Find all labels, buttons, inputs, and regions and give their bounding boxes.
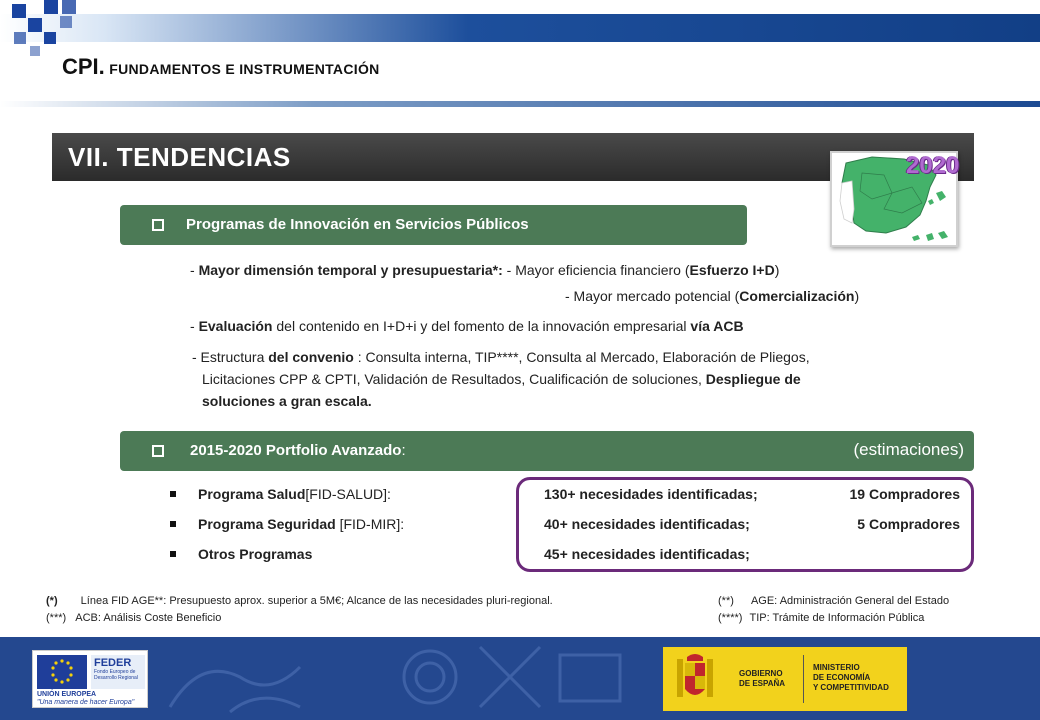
footnote-2 <box>46 612 221 624</box>
min-line1: MINISTERIO <box>813 663 860 672</box>
footnote-1-text: Línea FID AGE**: Presupuesto aprox. superior a 5M€; Alcance de las necesidades pluri-regional. <box>80 595 553 607</box>
gobierno-espana-logo <box>663 647 907 711</box>
footnote-4-mark: (****) <box>718 612 743 624</box>
p2-via-acb: vía ACB <box>690 318 744 334</box>
p1-line1 <box>190 262 779 278</box>
footnote-1 <box>46 595 553 607</box>
p1-esfuerzo: Esfuerzo I+D <box>689 262 775 278</box>
eu-label: UNIÓN EUROPEA <box>37 691 97 698</box>
header-title-main: CPI. <box>62 54 105 79</box>
checkbox-bullet-icon <box>152 219 164 231</box>
p1-bold: Mayor dimensión temporal y presupuestaria*: <box>198 262 503 278</box>
p3-despliegue: Despliegue de <box>705 371 801 387</box>
eu-motto: "Una manera de hacer Europa" <box>37 699 135 706</box>
p1-close: ) <box>774 262 780 278</box>
section-title: VII. TENDENCIAS <box>68 142 291 172</box>
bar2-label <box>190 442 406 459</box>
p1-line2-text: - Mayor mercado potencial ( <box>565 288 740 304</box>
feder-sub1: Fondo Europeo de <box>94 669 136 675</box>
logo-squares-icon <box>0 0 80 60</box>
coat-of-arms-icon <box>673 653 717 705</box>
p2-mid: del contenido en I+D+i y del fomento de la innovación empresarial <box>272 318 691 334</box>
p3-convenio: del convenio <box>268 349 354 365</box>
program-name <box>198 516 404 532</box>
footnote-4-text: TIP: Trámite de Información Pública <box>749 612 925 624</box>
gov-line2: DE ESPAÑA <box>739 679 786 688</box>
p3-line3 <box>202 393 372 409</box>
p3-line1 <box>192 349 810 365</box>
map-year-label: 2020 <box>906 152 960 179</box>
program-buyers: 19 Compradores <box>849 486 960 502</box>
header-blue-band <box>0 14 1040 42</box>
p3-l3: soluciones a gran escala. <box>202 393 372 409</box>
program-name <box>198 486 391 502</box>
gov-line1: GOBIERNO <box>739 669 783 678</box>
header-title-sub: FUNDAMENTOS E INSTRUMENTACIÓN <box>109 61 380 77</box>
p2-line <box>190 318 744 334</box>
feder-sub2: Desarrollo Regional <box>94 675 138 681</box>
bar2-label-rest: : <box>401 442 406 459</box>
program-row <box>170 516 970 536</box>
p2-evaluacion: Evaluación <box>198 318 273 334</box>
footnote-3-text: AGE: Administración General del Estado <box>750 595 950 607</box>
footnote-2-text: ACB: Análisis Coste Beneficio <box>75 612 222 624</box>
min-line2: DE ECONOMÍA <box>813 673 871 682</box>
checkbox-bullet-icon <box>152 445 164 457</box>
p3-line2 <box>202 371 801 387</box>
footnote-4 <box>718 612 924 624</box>
program-needs: 45+ necesidades identificadas; <box>544 546 750 562</box>
footnote-2-mark: (***) <box>46 612 67 624</box>
program-name-rest: [FID-MIR]: <box>335 516 405 532</box>
eu-flag-icon <box>37 655 87 689</box>
footnote-1-mark: (*) <box>46 595 58 607</box>
bar1-label: Programas de Innovación en Servicios Públicos <box>186 216 529 233</box>
portfolio-avanzado-bar <box>120 431 974 471</box>
program-name <box>198 546 312 562</box>
p1-dash: - <box>190 262 199 278</box>
p1-line2-close: ) <box>854 288 860 304</box>
header-separator <box>0 101 1040 107</box>
footnote-3 <box>718 595 949 607</box>
program-row <box>170 486 970 506</box>
bar2-label-bold: 2015-2020 Portfolio Avanzado <box>190 442 402 459</box>
p1-comercializacion: Comercialización <box>739 288 855 304</box>
p3-l2a: Licitaciones CPP & CPTI, Validación de Resultados, Cualificación de soluciones, <box>202 371 706 387</box>
square-bullet-icon <box>170 491 176 497</box>
program-buyers: 5 Compradores <box>857 516 960 532</box>
square-bullet-icon <box>170 551 176 557</box>
feder-box <box>91 655 145 689</box>
header-title <box>62 54 380 80</box>
program-name-bold: Programa Seguridad <box>198 516 336 532</box>
program-needs: 130+ necesidades identificadas; <box>544 486 758 502</box>
program-name-bold: Programa Salud <box>198 486 306 502</box>
program-needs: 40+ necesidades identificadas; <box>544 516 750 532</box>
p2-dash: - <box>190 318 199 334</box>
gov-divider <box>803 655 804 703</box>
p3-l1a: - Estructura <box>192 349 269 365</box>
program-row <box>170 546 970 566</box>
feder-title: FEDER <box>94 657 132 669</box>
programas-innovacion-bar <box>120 205 747 245</box>
square-bullet-icon <box>170 521 176 527</box>
p1-rest: - Mayor eficiencia financiero ( <box>502 262 690 278</box>
bar2-estimaciones: (estimaciones) <box>853 440 964 459</box>
p3-l1c: : Consulta interna, TIP****, Consulta al Mercado, Elaboración de Pliegos, <box>353 349 810 365</box>
feder-eu-logo <box>32 650 148 708</box>
p1-line2 <box>565 288 859 304</box>
footnote-3-mark: (**) <box>718 595 734 607</box>
program-name-rest: [FID-SALUD]: <box>305 486 391 502</box>
program-name-bold: Otros Programas <box>198 546 313 562</box>
min-line3: Y COMPETITIVIDAD <box>813 683 889 692</box>
